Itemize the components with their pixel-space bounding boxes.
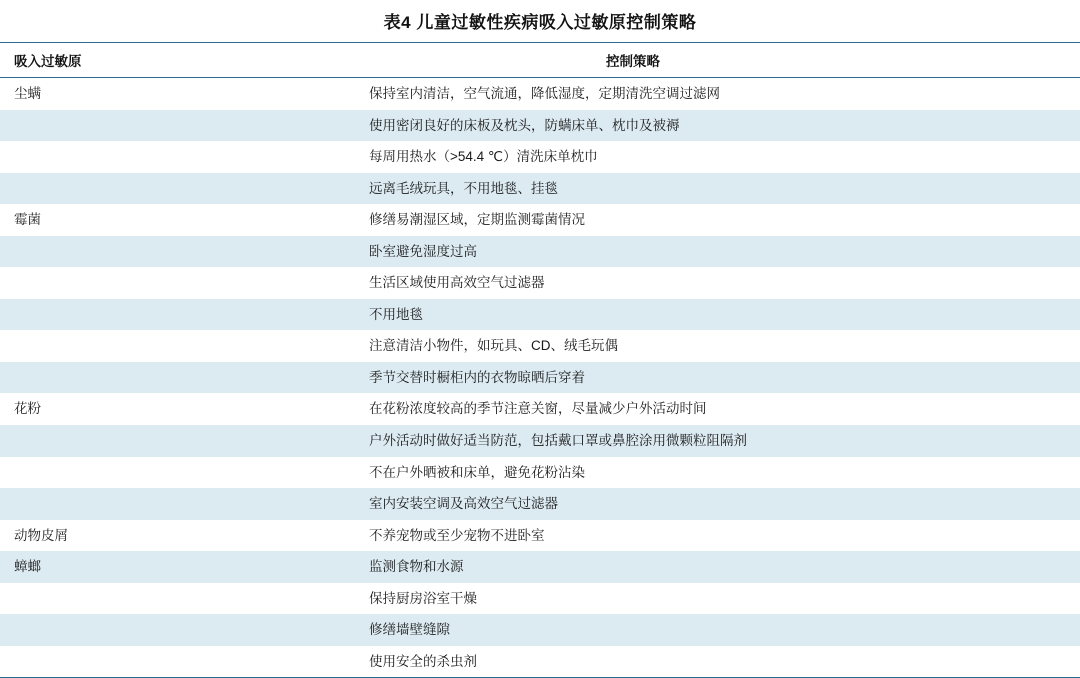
table-header <box>0 43 1080 78</box>
cell-strategy: 不用地毯 <box>186 299 1080 331</box>
cell-allergen <box>0 583 186 615</box>
table-row <box>0 551 1080 583</box>
cell-strategy: 监测食物和水源 <box>186 551 1080 583</box>
allergen-control-table <box>0 42 1080 677</box>
cell-strategy: 户外活动时做好适当防范，包括戴口罩或鼻腔涂用微颗粒阻隔剂 <box>186 425 1080 457</box>
table-row <box>0 646 1080 678</box>
cell-allergen: 霉菌 <box>0 204 186 236</box>
cell-allergen: 花粉 <box>0 393 186 425</box>
cell-allergen <box>0 267 186 299</box>
cell-allergen <box>0 330 186 362</box>
table-row <box>0 110 1080 142</box>
table-row <box>0 141 1080 173</box>
cell-strategy: 注意清洁小物件，如玩具、CD、绒毛玩偶 <box>186 330 1080 362</box>
page-title: 表4 儿童过敏性疾病吸入过敏原控制策略 <box>383 13 697 32</box>
cell-allergen: 尘螨 <box>0 78 186 110</box>
table-row <box>0 362 1080 394</box>
cell-strategy: 修缮易潮湿区域，定期监测霉菌情况 <box>186 204 1080 236</box>
table-row <box>0 614 1080 646</box>
cell-strategy: 保持厨房浴室干燥 <box>186 583 1080 615</box>
cell-strategy: 远离毛绒玩具，不用地毯、挂毯 <box>186 173 1080 205</box>
cell-strategy: 每周用热水（>54.4 ℃）清洗床单枕巾 <box>186 141 1080 173</box>
cell-strategy: 季节交替时橱柜内的衣物晾晒后穿着 <box>186 362 1080 394</box>
table-row <box>0 173 1080 205</box>
cell-strategy: 不在户外晒被和床单，避免花粉沾染 <box>186 457 1080 489</box>
cell-allergen <box>0 173 186 205</box>
cell-allergen <box>0 646 186 678</box>
table-row <box>0 267 1080 299</box>
table-row <box>0 457 1080 489</box>
table-row <box>0 425 1080 457</box>
table-row <box>0 299 1080 331</box>
cell-strategy: 修缮墙壁缝隙 <box>186 614 1080 646</box>
cell-allergen <box>0 425 186 457</box>
cell-strategy: 生活区域使用高效空气过滤器 <box>186 267 1080 299</box>
table-row <box>0 488 1080 520</box>
cell-strategy: 保持室内清洁，空气流通，降低湿度，定期清洗空调过滤网 <box>186 78 1080 110</box>
cell-strategy: 卧室避免湿度过高 <box>186 236 1080 268</box>
cell-allergen <box>0 362 186 394</box>
table-row <box>0 78 1080 110</box>
cell-allergen <box>0 457 186 489</box>
table-row <box>0 583 1080 615</box>
cell-allergen <box>0 236 186 268</box>
table-header-row <box>0 43 1080 78</box>
cell-strategy: 使用安全的杀虫剂 <box>186 646 1080 678</box>
cell-allergen: 动物皮屑 <box>0 520 186 552</box>
cell-strategy: 不养宠物或至少宠物不进卧室 <box>186 520 1080 552</box>
cell-strategy: 室内安装空调及高效空气过滤器 <box>186 488 1080 520</box>
cell-strategy: 使用密闭良好的床板及枕头，防螨床单、枕巾及被褥 <box>186 110 1080 142</box>
table-row <box>0 204 1080 236</box>
cell-allergen: 蟑螂 <box>0 551 186 583</box>
cell-allergen <box>0 299 186 331</box>
cell-allergen <box>0 110 186 142</box>
column-header-strategy: 控制策略 <box>186 43 1080 78</box>
cell-strategy: 在花粉浓度较高的季节注意关窗，尽量减少户外活动时间 <box>186 393 1080 425</box>
table-row <box>0 236 1080 268</box>
table-row <box>0 330 1080 362</box>
table-row <box>0 520 1080 552</box>
column-header-allergen: 吸入过敏原 <box>0 43 186 78</box>
cell-allergen <box>0 488 186 520</box>
cell-allergen <box>0 614 186 646</box>
cell-allergen <box>0 141 186 173</box>
table-body <box>0 78 1080 678</box>
table-row <box>0 393 1080 425</box>
